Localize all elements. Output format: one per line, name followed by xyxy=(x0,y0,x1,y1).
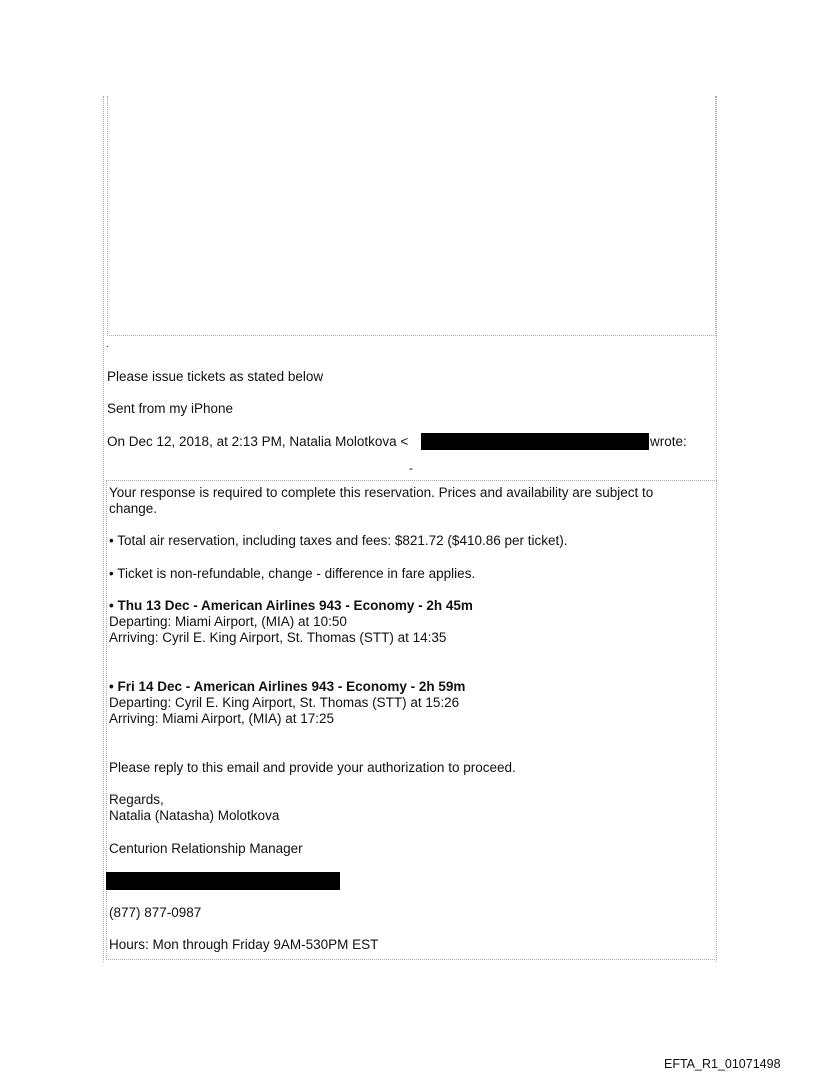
flight-2-arriving: Arriving: Miami Airport, (MIA) at 17:25 xyxy=(109,711,335,726)
redacted-signature-block xyxy=(106,872,340,890)
flight-2-departing: Departing: Cyril E. King Airport, St. Thomas (STT) at 15:26 xyxy=(109,695,460,710)
flight-1-departing: Departing: Miami Airport, (MIA) at 10:50 xyxy=(109,614,347,629)
separator-dash: - xyxy=(409,461,413,475)
business-hours: Hours: Mon through Friday 9AM-530PM EST xyxy=(109,937,379,952)
document-id-stamp: EFTA_R1_01071498 xyxy=(664,1057,781,1071)
flight-2-heading: • Fri 14 Dec - American Airlines 943 - Economy - 2h 59m xyxy=(109,679,466,694)
reservation-intro-line-1: Your response is required to complete this reservation. Prices and availability are subject to xyxy=(109,485,654,500)
reply-header-prefix: On Dec 12, 2018, at 2:13 PM, Natalia Molotkova < xyxy=(107,434,409,449)
regards-line: Regards, xyxy=(109,792,164,807)
sender-title: Centurion Relationship Manager xyxy=(109,841,303,856)
total-price-bullet: • Total air reservation, including taxes and fees: $821.72 ($410.86 per ticket). xyxy=(109,533,568,548)
sender-name: Natalia (Natasha) Molotkova xyxy=(109,808,280,823)
flight-1-heading: • Thu 13 Dec - American Airlines 943 - Economy - 2h 45m xyxy=(109,598,473,613)
phone-number: (877) 877-0987 xyxy=(109,905,202,920)
authorization-request-line: Please reply to this email and provide your authorization to proceed. xyxy=(109,760,516,775)
sent-from-iphone-line: Sent from my iPhone xyxy=(107,401,234,416)
ticket-policy-bullet: • Ticket is non-refundable, change - difference in fare applies. xyxy=(109,566,476,581)
reservation-intro-line-2: change. xyxy=(109,501,158,516)
issue-tickets-line: Please issue tickets as stated below xyxy=(107,369,324,384)
reply-header-line xyxy=(107,434,408,450)
blank-content-box xyxy=(107,96,716,336)
redacted-email-address xyxy=(421,433,649,450)
reply-header-suffix: wrote: xyxy=(650,434,687,449)
flight-1-arriving: Arriving: Cyril E. King Airport, St. Thomas (STT) at 14:35 xyxy=(109,630,447,645)
stray-dot-mark: . xyxy=(106,339,109,350)
